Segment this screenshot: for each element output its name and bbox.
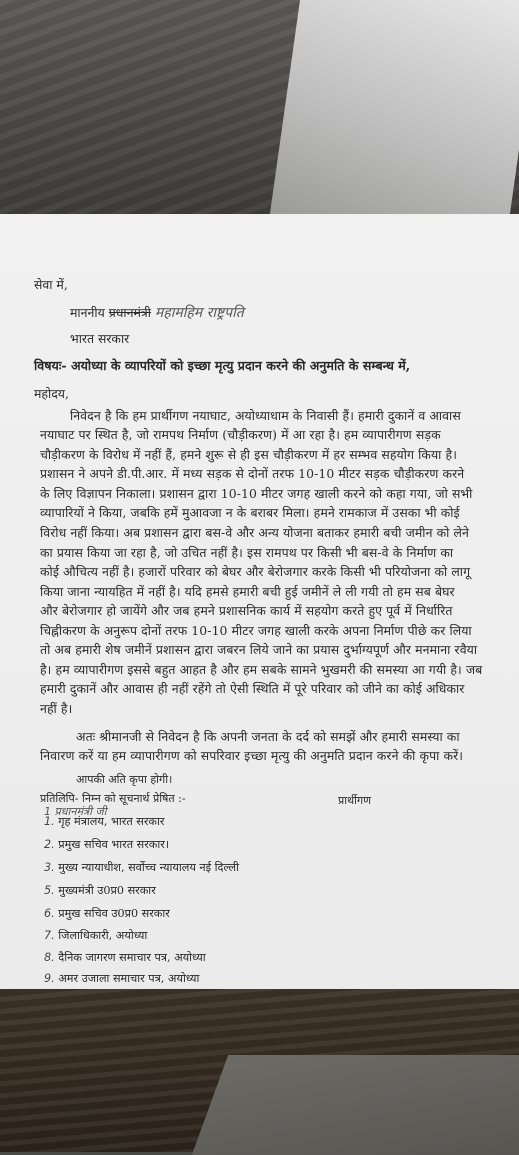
addressee-org: भारत सरकार [70,331,130,346]
background-sheet [270,0,519,215]
closing-line: अतः श्रीमानजी से निवेदन है कि अपनी जनता के दर्द को समझें और हमारी समस्या का [76,729,460,744]
body-line: विरोध नहीं किया। अब प्रशासन द्वारा बस-वे और अन्य योजना बताकर हमारी बची जमीन को लेने [40,525,469,540]
copy-list-item: 2. प्रमुख सचिव भारत सरकार। [44,838,170,851]
thanks-line: आपकी अति कृपा होगी। [76,773,173,786]
body-line: तो अब हमारी शेष जमीनें प्रशासन द्वारा जबरन लिये जाने का प्रयास दुर्भाग्यपूर्ण और मनमाना रवैया [40,642,478,657]
body-line: चिह्नीकरण के अनुरूप दोनों तरफ 10-10 मीटर जगह खाली करके अपना निर्माण पीछे कर लिया [40,623,472,638]
copy-header: प्रतिलिपि- निम्न को सूचनार्थ प्रेषित :- [40,792,186,805]
copy-list-item: 8. दैनिक जागरण समाचार पत्र, अयोध्या [44,951,206,964]
body-line: के लिए विज्ञापन निकाला। प्रशासन द्वारा 10-10 मीटर जगह खाली करने को कहा गया, जो सभी [40,486,473,501]
body-line: निवेदन है कि हम प्रार्थीगण नयाघाट, अयोध्याधाम के निवासी हैं। हमारी दुकानें व आवास [70,408,461,423]
addressee-line [70,304,244,322]
body-line: किया जाना न्यायहित में नहीं है। यदि हमसे हमारी बची हुई जमीनें ले ली गयी तो हम सब बेघर [40,584,455,599]
body-line: प्रशासन ने अपने डी.पी.आर. में मध्य सड़क से दोनों तरफ 10-10 मीटर सड़क चौड़ीकरण करने [40,466,465,481]
greeting: महोदय, [34,386,69,401]
body-line: का प्रयास किया जा रहा है, जो उचित नहीं है। इस रामपथ पर किसी भी बस-वे के निर्माण का [40,545,454,560]
copy-list-item: 7. जिलाधिकारी, अयोध्या [44,929,148,942]
copy-header-handwritten: 1 प्रधानमंत्री जी [44,805,107,818]
body-line: कोई औचित्य नहीं है। हजारों परिवार को बेघर और बेरोजगार करके किसी भी परियोजना को लागू [40,564,471,579]
body-line: व्यापारियों ने किया, जबकि हमें मुआवजा न के बराबर मिला। हमने रामकाज में उसका भी कोई [40,505,460,520]
copy-list-item: 6. प्रमुख सचिव उ0प्र0 सरकार [44,907,170,920]
body-line: और बेरोजगार हो जायेंगे और जब हमने प्रशासनिक कार्य में सहयोग करते हुए पूर्व में निर्धारित [40,603,453,618]
copy-list-item: 1. गृह मंत्रालय, भारत सरकार [44,815,165,828]
background-floor [192,1055,519,1155]
copy-list-item: 5. मुख्यमंत्री उ0प्र0 सरकार [44,884,156,897]
addressee-honorific: माननीय [70,305,105,320]
copy-list-item: 9. अमर उजाला समाचार पत्र, अयोध्या [44,972,200,985]
copy-list-item: 3. मुख्य न्यायाधीश, सर्वोच्च न्यायालय नई दिल्ली [44,861,239,874]
body-line: चौड़ीकरण के विरोध में नहीं हैं, हमने शुरू से ही इस चौड़ीकरण में हर सम्भव सहयोग किया है। [40,447,457,462]
body-line: नहीं है। [40,701,73,716]
addressee-struck: प्रधानमंत्री [108,305,151,320]
letter-paper [0,214,519,989]
subject-line: विषयः- अयोध्या के व्यापरियों को इच्छा मृत्यु प्रदान करने की अनुमति के सम्बन्ध में, [34,358,411,373]
salutation-to: सेवा में, [34,277,68,292]
signatory: प्रार्थीगण [338,794,372,807]
body-line: है। हम व्यापारीगण इससे बहुत आहत है और हम सबके सामने भुखमरी की समस्या आ गयी है। जब [40,662,483,677]
body-line: नयाघाट पर स्थित है, जो रामपथ निर्माण (चौड़ीकरण) में आ रहा है। हम व्यापारीगण सड़क [40,427,441,442]
body-line: हमारी दुकानें और आवास ही नहीं रहेंगे तो ऐसी स्थिति में पूरे परिवार को जीने का कोई अधिकार [40,681,465,696]
closing-line: निवारण करें या हम व्यापारीगण को सपरिवार इच्छा मृत्यु की अनुमति प्रदान करने की कृपा करें। [40,748,464,763]
addressee-handwritten: महामहिम राष्ट्रपति [154,305,244,321]
